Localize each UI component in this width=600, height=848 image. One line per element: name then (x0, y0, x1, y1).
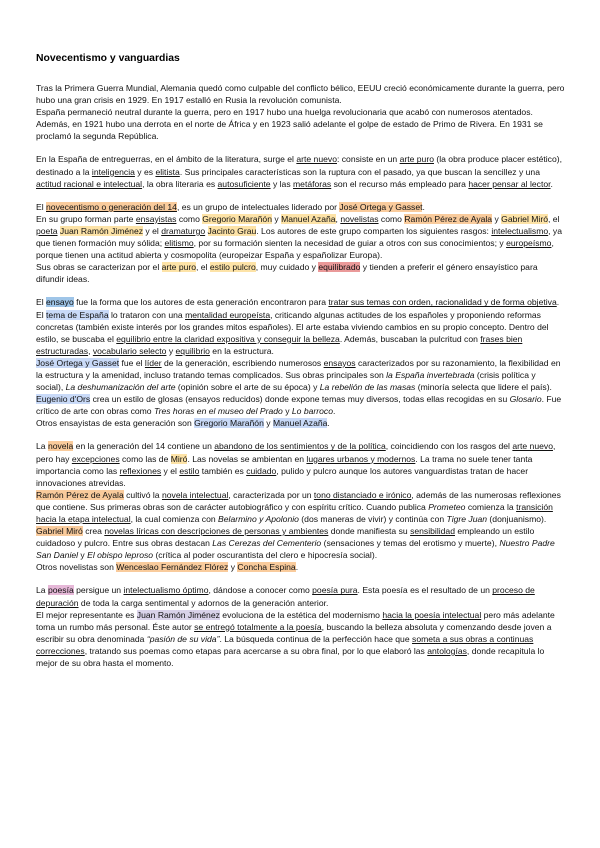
book-title: Tres horas en el museo del Prado (153, 406, 283, 417)
highlight-name: Juan Ramón Jiménez (136, 609, 220, 620)
book-title: La rebelión de las masas (319, 382, 416, 393)
highlight-name: Manuel Azaña (272, 418, 328, 429)
underlined-term: lugares urbanos y modernos (306, 453, 416, 464)
underlined-term: tratar sus temas con orden, racionalidad y de forma objetiva (328, 297, 557, 308)
underlined-term: metáforas (293, 178, 332, 189)
highlight-name: Gabriel Miró (36, 526, 83, 537)
highlight-name: Manuel Azaña (281, 213, 336, 224)
highlight-name: Gregorio Marañón (202, 213, 272, 224)
underlined-term: inteligencia (91, 166, 135, 177)
book-title: Tigre Juan (446, 514, 488, 524)
underlined-term: estilo (179, 465, 200, 476)
underlined-term: novelistas (340, 213, 379, 224)
highlight-name: Juan Ramón Jiménez (59, 225, 144, 236)
underlined-term: se entregó totalmente a la poesía (194, 621, 322, 632)
paragraph: Otros novelistas son Wenceslao Fernández Flórez y Concha Espina. (36, 562, 299, 573)
paragraph: El novecentismo o generación del 14, es un grupo de intelectuales liderado por José Ortega y Gasset. (36, 201, 425, 212)
paragraph: España permaneció neutral durante la guerra, pero en 1917 hubo una huelga revolucionaria que acabó con numerosos atentados. Además, en 1921 hubo una derrota en el norte de África y en 1923 salió adelante el golpe de estado de Primo de Rivera. En 1931 se proclamó la segunda República. (36, 107, 543, 142)
underlined-term: excepciones (71, 453, 120, 464)
underlined-term: ensayos (323, 357, 356, 368)
highlight-name: Gabriel Miró (501, 213, 548, 224)
underlined-term: poesía pura (312, 585, 358, 596)
highlight-term: equilibrado (318, 262, 361, 273)
underlined-term: arte nuevo (296, 154, 337, 165)
paragraph: Eugenio d'Ors crea un estilo de glosas (ensayos reducidos) donde expone temas muy diversos, todas ellas recogidas en su Glosario. Fue crítico de arte con obras como Tres horas en el museo del Prado y Lo barroco. (36, 394, 562, 417)
underlined-term: autosuficiente (217, 178, 271, 189)
page-title: Novecentismo y vanguardias (36, 53, 180, 64)
paragraph: Sus obras se caracterizan por el arte puro, el estilo pulcro, muy cuidado y equilibrado y tienden a preferir el género ensayístico para difundir ideas. (36, 262, 538, 285)
book-title: La deshumanización del arte (65, 382, 176, 393)
highlight-term: arte puro (161, 262, 197, 273)
highlight-term: tema de España (46, 309, 109, 320)
underlined-term: actitud racional e intelectual (36, 178, 143, 189)
paragraph: La poesía persigue un intelectualismo óptimo, dándose a conocer como poesía pura. Esta poesía es el resultado de un proceso de depuración de toda la carga sentimental y adornos de la generación anterior. (36, 585, 535, 608)
underlined-term: hacia la poesía intelectual (382, 609, 482, 620)
highlight-term: novecentismo o generación del 14 (46, 201, 177, 212)
underlined-term: elitista (155, 166, 180, 177)
highlight-name: Ramón Pérez de Ayala (404, 213, 493, 224)
book-title: Las Cerezas del Cementerio (212, 538, 322, 549)
paragraph: Ramón Pérez de Ayala cultivó la novela intelectual, caracterizada por un tono distanciado e irónico, además de las numerosas reflexiones que contiene. Sus primeras obras son de carácter autobiográfico y con espíritu crítico. Cuando publica Prometeo comienza la transición hacia la etapa intelectual, la cual comienza con Belarmino y Apolonio (dos maneras de vivir) y continúa con Tigre Juan (donjuanismo). (36, 489, 561, 524)
book-title: Belarmino y Apolonio (218, 514, 299, 524)
paragraph: Otros ensayistas de esta generación son Gregorio Marañón y Manuel Azaña. (36, 418, 330, 429)
underlined-term: dramaturgo (161, 225, 206, 236)
underlined-term: intelectualismo óptimo (123, 585, 209, 596)
underlined-term: elitismo (164, 238, 194, 249)
section-ensayo (36, 296, 565, 429)
section-context (36, 82, 565, 142)
underlined-term: sensibilidad (410, 526, 455, 537)
book-title: la España invertebrada (386, 369, 475, 380)
book-title: Prometeo (428, 501, 466, 512)
underlined-term: mentalidad europeísta (185, 309, 271, 320)
underlined-term: ensayistas (135, 213, 177, 224)
highlight-term: estilo pulcro (209, 262, 256, 273)
highlight-term: novela (47, 441, 74, 452)
underlined-term: líder (144, 357, 162, 368)
underlined-term: poeta (36, 225, 58, 236)
underlined-term: someta a sus obras a continuas correcciones (36, 633, 534, 656)
book-title: Glosario (509, 394, 542, 405)
paragraph: José Ortega y Gasset fue el líder de la generación, escribiendo numerosos ensayos caracterizados por su razonamiento, la flexibilidad en la estructura y la amenidad, incluso tratando temas complicados. Sus obras principales son la España invertebrada (crisis política y social), La deshumanización del arte (opinión sobre el arte de su época) y La rebelión de las masas (minoría selecta que lidere el país). (36, 357, 561, 393)
highlight-name: Gregorio Marañón (194, 418, 264, 429)
book-title: El obispo leproso (87, 550, 154, 561)
highlight-name: Concha Espina (237, 562, 296, 573)
paragraph: En su grupo forman parte ensayistas como Gregorio Marañón y Manuel Azaña, novelistas como Ramón Pérez de Ayala y Gabriel Miró, el poeta Juan Ramón Jiménez y el dramaturgo Jacinto Grau. Los autores de este grupo comparten los siguientes rasgos: intelectualismo, ya que tienen formación muy sólida; elitismo, por su formación sienten la necesidad de guiar a otros con sus conocimientos; y europeísmo, porque tienen una actitud abierta y cosmopolita (europeizar España y españolizar Europa). (36, 213, 563, 261)
highlight-term: poesía (47, 585, 74, 596)
underlined-term: novela intelectual (161, 489, 229, 500)
paragraph: Tras la Primera Guerra Mundial, Alemania quedó como culpable del conflicto bélico, EEUU creció económicamente durante la guerra, pero hubo una gran crisis en 1929. En 1917 estalló en Rusia la revolución comunista. (36, 83, 565, 106)
book-title: Lo barroco (291, 406, 333, 417)
underlined-term: vocabulario selecto (92, 345, 167, 356)
underlined-term: arte puro (399, 154, 434, 165)
paragraph: En la España de entreguerras, en el ámbito de la literatura, surge el arte nuevo: consiste en un arte puro (la obra produce placer estético), destinado a la inteligencia y es elitista. Sus principales características son la ruptura con el pasado, ya que buscan la sencillez y una actitud racional e intelectual, la obra literaria es autosuficiente y las metáforas son el recurso más empleado para hacer pensar al lector. (36, 154, 563, 189)
highlight-name: Jacinto Grau (207, 225, 257, 236)
section-arte-nuevo (36, 153, 565, 189)
paragraph: El ensayo fue la forma que los autores de esta generación encontraron para tratar sus temas con orden, racionalidad y de forma objetiva. El tema de España lo trataron con una mentalidad europeísta, criticando algunas actitudes de los españoles y proponiendo reformas concretas (también existe interés por los grandes mitos españoles). El arte estaba viviendo cambios en su propio concepto. Dentro del estilo, se buscaba el equilibrio entre la claridad expositiva y conseguir la belleza. Además, buscaban la pulcritud con frases bien estructuradas, vocabulario selecto y equilibrio en la estructura. (36, 297, 560, 356)
highlight-term: ensayo (46, 297, 74, 308)
section-novela (36, 440, 565, 573)
underlined-term: arte nuevo (512, 441, 553, 452)
paragraph: La novela en la generación del 14 contiene un abandono de los sentimientos y de la política, coincidiendo con los rasgos del arte nuevo, pero hay excepciones como las de Miró. Las novelas se ambientan en lugares urbanos y modernos. La trama no suele tener tanta importancia como las reflexiones y el estilo también es cuidado, pulido y pulcro aunque los autores vanguardistas tratan de hacer innovaciones atrevidas. (36, 441, 556, 488)
underlined-term: equilibrio entre la claridad expositiva y conseguir la belleza (116, 333, 340, 344)
section-poesia (36, 584, 565, 669)
underlined-term: equilibrio (175, 345, 210, 356)
underlined-term: novelas líricas con descripciones de personas y ambientes (104, 526, 329, 537)
highlight-name: Miró (170, 453, 188, 464)
underlined-term: transición hacia la etapa intelectual (36, 501, 553, 524)
highlight-name: José Ortega y Gasset (339, 201, 423, 212)
underlined-term: antologías (427, 645, 467, 656)
underlined-term: cuidado (246, 465, 277, 476)
quoted-title: “pasión de su vida” (146, 633, 220, 644)
highlight-name: Ramón Pérez de Ayala (36, 489, 124, 500)
highlight-name: Wenceslao Fernández Flórez (116, 562, 229, 573)
underlined-term: frases bien estructuradas (36, 333, 523, 356)
paragraph: Gabriel Miró crea novelas líricas con descripciones de personas y ambientes donde manifiesta su sensibilidad empleando un estilo cuidadoso y pulcro. Entre sus obras destacan Las Cerezas del Cementerio (sensaciones y temas del erotismo y muerte), Nuestro Padre San Daniel y El obispo leproso (crítica al poder oscurantista del clero e hipocresía social). (36, 526, 555, 561)
underlined-term: hacer pensar al lector (468, 178, 551, 189)
underlined-term: europeísmo (506, 238, 552, 249)
underlined-term: abandono de los sentimientos y de la política (214, 441, 386, 452)
underlined-term: tono distanciado e irónico (313, 489, 412, 500)
underlined-term: intelectualismo (491, 225, 549, 236)
highlight-name: José Ortega y Gasset (36, 357, 120, 368)
paragraph: El mejor representante es Juan Ramón Jiménez evoluciona de la estética del modernismo hacia la poesía intelectual pero más adelante toma un rumbo más personal. Éste autor se entregó totalmente a la poesía, buscando la belleza absoluta y comenzando desde joven a escribir su obra denominada “pasión de su vida”. La búsqueda continua de la perfección hace que someta a sus obras a continuas correcciones, tratando sus poemas como etapas para acercarse a su obra final, por lo que elaboró las antologías, donde recapitula lo mejor de su obra hasta el momento. (36, 609, 555, 669)
book-title: Nuestro Padre San Daniel (36, 538, 555, 561)
section-novecentismo (36, 201, 565, 286)
underlined-term: reflexiones (119, 465, 162, 476)
underlined-term: proceso de depuración (36, 585, 535, 608)
highlight-name: Eugenio d'Ors (36, 394, 91, 405)
